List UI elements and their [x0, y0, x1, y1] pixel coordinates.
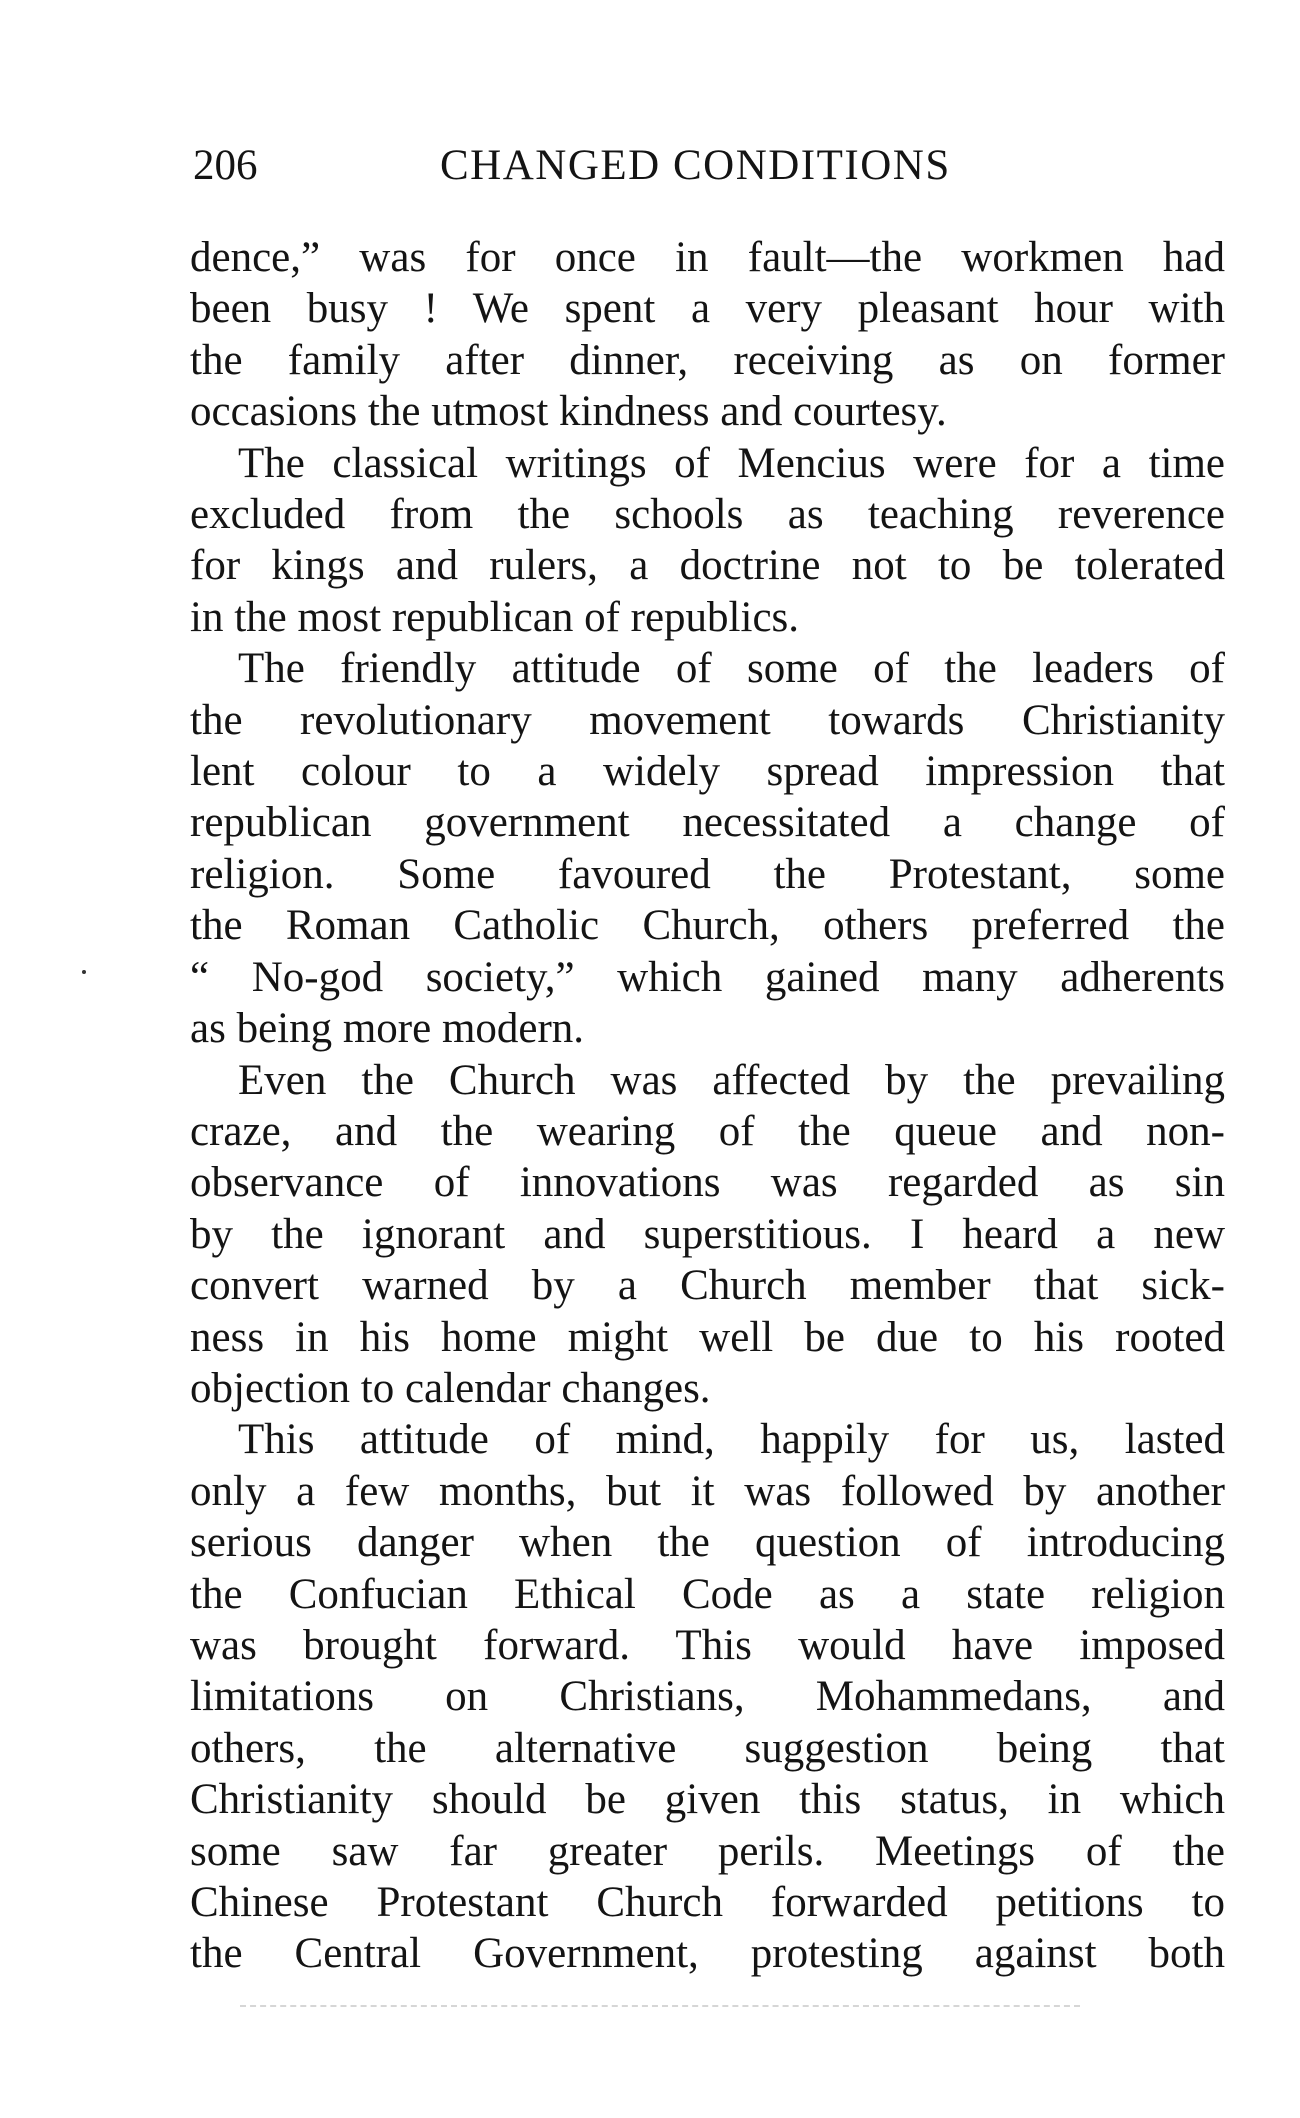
text-line: republican government necessitated a change of	[190, 799, 1225, 847]
text-line: only a few months, but it was followed by another	[190, 1467, 1225, 1515]
paragraph	[190, 643, 1225, 1054]
text-line: by the ignorant and superstitious. I heard a new	[190, 1210, 1225, 1258]
paragraph	[190, 232, 1225, 438]
text-line: Chinese Protestant Church forwarded petitions to	[190, 1879, 1225, 1926]
text-line: religion. Some favoured the Protestant, some	[190, 850, 1225, 898]
running-head	[190, 140, 1225, 192]
text-line: ness in his home might well be due to his rooted	[190, 1313, 1225, 1361]
text-line: serious danger when the question of introducing	[190, 1519, 1225, 1567]
text-line: the Central Government, protesting against both	[190, 1930, 1225, 1978]
page-number: 206	[193, 142, 258, 189]
text-line: objection to calendar changes.	[190, 1364, 711, 1412]
text-line: This attitude of mind, happily for us, lasted	[238, 1416, 1225, 1464]
text-line: limitations on Christians, Mohammedans, and	[190, 1673, 1225, 1721]
bottom-print-smudge	[240, 2005, 1080, 2007]
paragraph	[190, 438, 1225, 644]
text-line: “ No-god society,” which gained many adherents	[190, 953, 1225, 1001]
text-line: the revolutionary movement towards Christianity	[190, 696, 1225, 744]
stray-ink-dot	[82, 970, 86, 974]
text-line: Christianity should be given this status, in which	[190, 1776, 1225, 1824]
text-line: craze, and the wearing of the queue and non-	[190, 1107, 1225, 1155]
text-line: lent colour to a widely spread impression that	[190, 748, 1225, 796]
text-line: observance of innovations was regarded as sin	[190, 1159, 1225, 1207]
text-line: was brought forward. This would have imposed	[190, 1621, 1225, 1669]
text-line: convert warned by a Church member that sick-	[190, 1262, 1225, 1310]
paragraph	[190, 1414, 1225, 1979]
running-title: CHANGED CONDITIONS	[440, 142, 951, 189]
text-line: for kings and rulers, a doctrine not to be tolerated	[190, 542, 1225, 590]
text-line: The classical writings of Mencius were for a time	[238, 439, 1225, 487]
text-line: the family after dinner, receiving as on former	[190, 336, 1225, 384]
text-line: occasions the utmost kindness and courtesy.	[190, 388, 947, 436]
body-text	[190, 232, 1225, 1980]
paragraph	[190, 1055, 1225, 1415]
text-line: been busy ! We spent a very pleasant hour with	[190, 285, 1225, 333]
text-line: some saw far greater perils. Meetings of the	[190, 1827, 1225, 1875]
text-line: excluded from the schools as teaching reverence	[190, 491, 1225, 539]
text-line: in the most republican of republics.	[190, 593, 800, 641]
text-line: others, the alternative suggestion being that	[190, 1724, 1225, 1772]
text-line: The friendly attitude of some of the leaders of	[238, 645, 1225, 693]
text-line: the Confucian Ethical Code as a state religion	[190, 1570, 1225, 1618]
text-line: dence,” was for once in fault—the workmen had	[190, 234, 1225, 281]
text-line: the Roman Catholic Church, others preferred the	[190, 902, 1225, 950]
text-line: Even the Church was affected by the prevailing	[238, 1056, 1225, 1104]
book-page	[190, 0, 1225, 2118]
text-line: as being more modern.	[190, 1005, 585, 1053]
